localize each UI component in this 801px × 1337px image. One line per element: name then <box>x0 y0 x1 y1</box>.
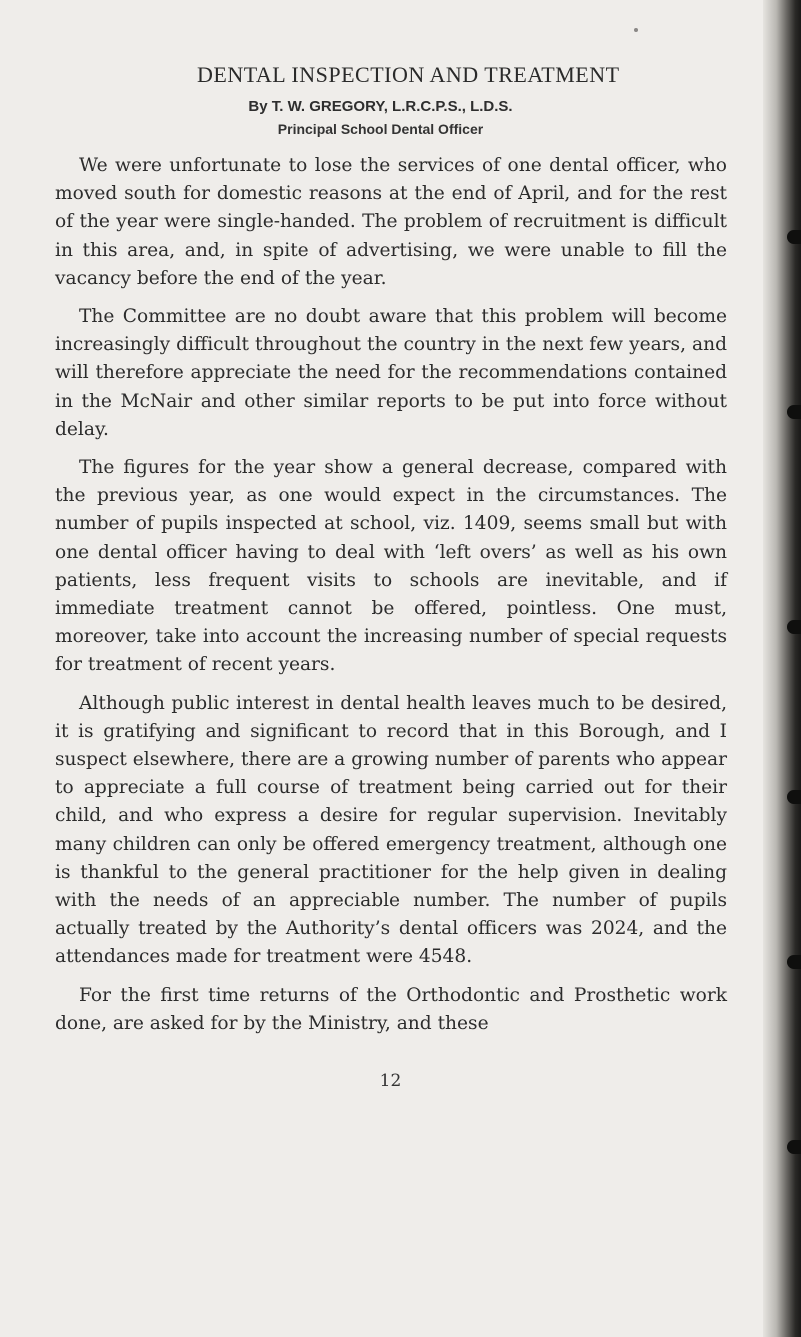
paragraph: For the first time returns of the Orthodontic and Prosthetic work done, are asked for by the Ministry, and these <box>55 984 727 1034</box>
binding-mark <box>787 230 801 244</box>
binding-mark <box>787 790 801 804</box>
paragraph: We were unfortunate to lose the services of one dental officer, who moved south for domestic reasons at the end of April, and for the rest of the year were single-handed. The problem of recruitment is difficult in this area, and, in spite of advertising, we were unable to fill the vacancy before the end of the year. <box>55 155 727 289</box>
binding-mark <box>787 955 801 969</box>
paragraph: The figures for the year show a general decrease, compared with the previous year, as one would expect in the circumstances. The number of pupils inspected at school, viz. 1409, seems small but with one dental officer having to deal with ‘left overs’ as well as his own patients, less frequent visits to schools are inevitable, and if immediate treatment cannot be offered, pointless. One must, moreover, take into account the increasing number of special requests for treatment of recent years. <box>55 457 727 676</box>
page-title: DENTAL INSPECTION AND TREATMENT <box>197 62 620 87</box>
page-number: 12 <box>379 1071 402 1091</box>
paper-speck <box>634 28 638 32</box>
binding-mark <box>787 1140 801 1154</box>
author-byline: By T. W. GREGORY, L.R.C.P.S., L.D.S. <box>248 98 513 115</box>
binding-mark <box>787 405 801 419</box>
author-role: Principal School Dental Officer <box>277 121 484 137</box>
article-body <box>55 152 727 1048</box>
paragraph: The Committee are no doubt aware that this problem will become increasingly difficult throughout the country in the next few years, and will therefore appreciate the need for the recommendations contained in the McNair and other similar reports to be put into force without delay. <box>55 306 727 440</box>
binding-edge <box>763 0 801 1337</box>
binding-mark <box>787 620 801 634</box>
paragraph: Although public interest in dental health leaves much to be desired, it is gratifying and significant to record that in this Borough, and I suspect elsewhere, there are a growing number of parents who appear to appreciate a full course of treatment being carried out for their child, and who express a desire for regular supervision. Inevitably many children can only be offered emergency treatment, although one is thankful to the general practitioner for the help given in dealing with the needs of an appreciable number. The number of pupils actually treated by the Authority’s dental officers was 2024, and the attendances made for treatment were 4548. <box>55 692 727 968</box>
